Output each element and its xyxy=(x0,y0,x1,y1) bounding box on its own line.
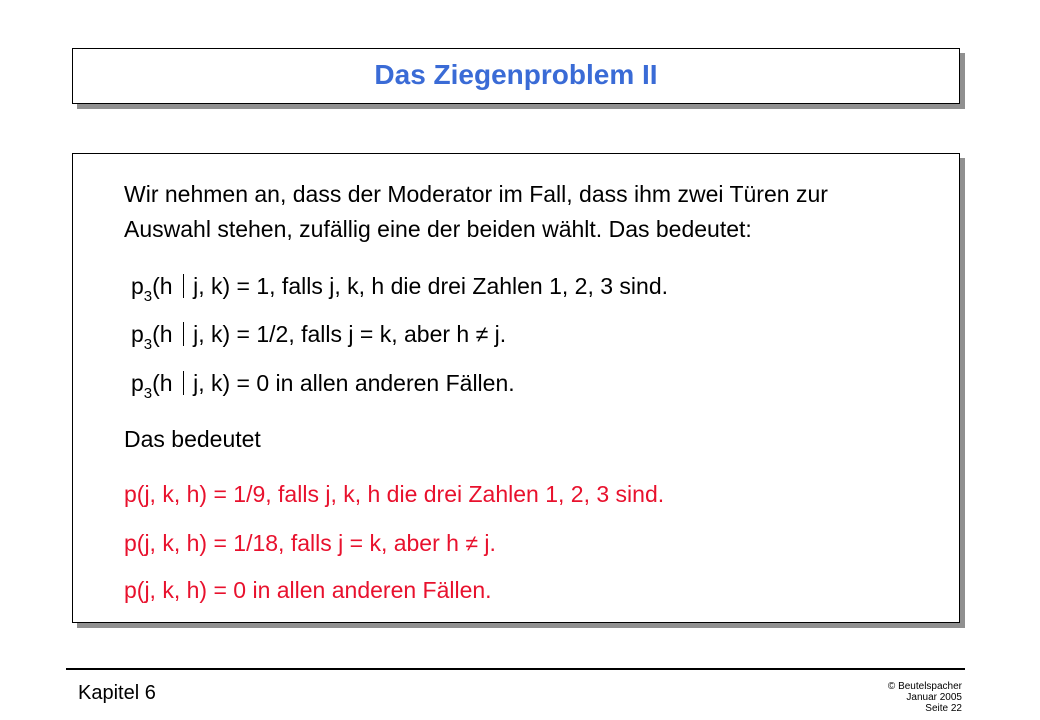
joint-line-1: p(j, k, h) = 1/9, falls j, k, h die drei Zahlen 1, 2, 3 sind. xyxy=(124,481,665,507)
prob-symbol: p xyxy=(131,370,144,396)
prob-open: (h xyxy=(152,321,173,347)
footer-rule xyxy=(66,668,965,670)
prob-rest: j, k) = 1/2, falls j = k, aber h ≠ j. xyxy=(193,321,507,347)
prob-symbol: p xyxy=(131,321,144,347)
footer-page: Seite 22 xyxy=(925,703,962,714)
prob-subscript: 3 xyxy=(143,385,153,402)
middle-text: Das bedeutet xyxy=(124,426,261,452)
prob-symbol: p xyxy=(131,273,144,299)
joint-line-3: p(j, k, h) = 0 in allen anderen Fällen. xyxy=(124,577,492,603)
prob-open: (h xyxy=(152,273,173,299)
prob-subscript: 3 xyxy=(143,336,153,353)
prob-subscript: 3 xyxy=(143,288,153,305)
slide-title: Das Ziegenproblem II xyxy=(374,59,658,90)
prob-rest: j, k) = 0 in allen anderen Fällen. xyxy=(193,370,515,396)
conditional-line-3 xyxy=(131,369,515,401)
conditional-line-2 xyxy=(131,320,506,352)
footer-date: Januar 2005 xyxy=(906,692,962,703)
prob-rest: j, k) = 1, falls j, k, h die drei Zahlen 1, 2, 3 sind. xyxy=(193,273,669,299)
given-bar xyxy=(183,274,185,298)
given-bar xyxy=(183,371,185,395)
given-bar xyxy=(183,322,185,346)
conditional-line-1 xyxy=(131,272,668,304)
prob-open: (h xyxy=(152,370,173,396)
intro-line-2: Auswahl stehen, zufällig eine der beiden wählt. Das bedeutet: xyxy=(124,216,752,242)
title-box xyxy=(72,48,960,104)
joint-line-2: p(j, k, h) = 1/18, falls j = k, aber h ≠ j. xyxy=(124,530,496,556)
intro-line-1: Wir nehmen an, dass der Moderator im Fall, dass ihm zwei Türen zur xyxy=(124,181,828,207)
footer-copyright: © Beutelspacher xyxy=(887,681,962,692)
content-box xyxy=(72,153,960,623)
footer-credits xyxy=(888,681,962,714)
footer-chapter: Kapitel 6 xyxy=(78,682,156,704)
